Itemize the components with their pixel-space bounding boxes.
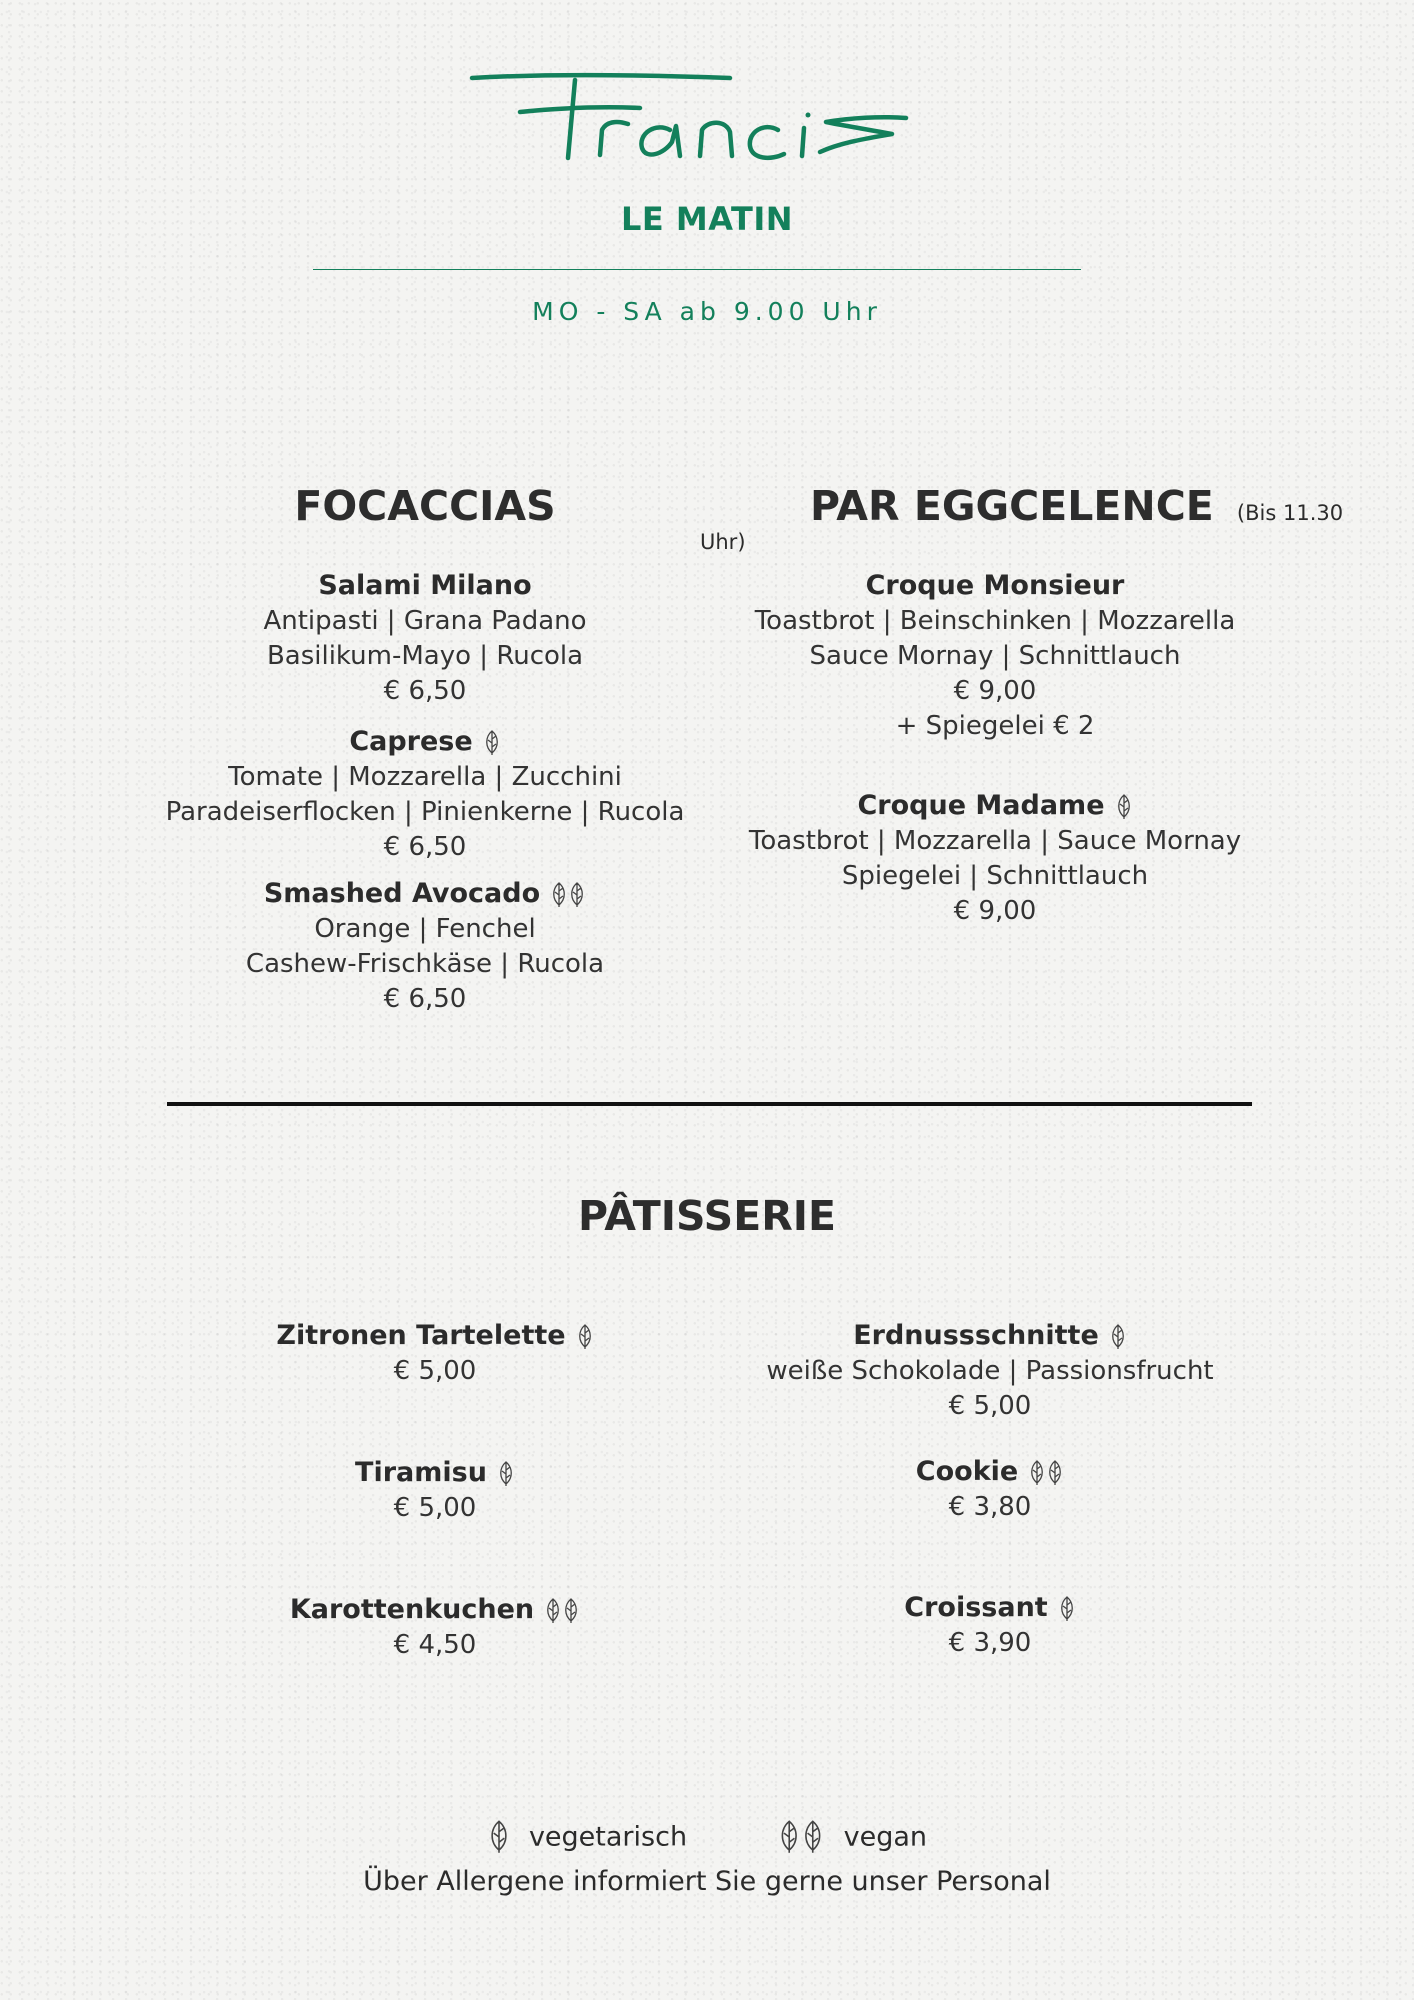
item-price: € 6,50	[383, 984, 467, 1014]
section-title-eggcelence: PAR EGGCELENCE	[810, 482, 1214, 530]
item-description: Tomate | Mozzarella | Zucchini	[228, 762, 622, 792]
menu-item-croque-madame	[720, 788, 1270, 929]
item-description: Orange | Fenchel	[314, 914, 536, 944]
item-name: Smashed Avocado	[263, 878, 541, 909]
menu-item-zitronen-tartelette	[200, 1318, 670, 1389]
allergen-note: Über Allergene informiert Sie gerne unser Personal	[363, 1866, 1051, 1897]
menu-item-caprese	[150, 724, 700, 865]
menu-item-salami-milano	[150, 568, 700, 709]
logo-dot	[806, 113, 811, 118]
item-price: € 5,00	[393, 1356, 477, 1386]
item-price: € 3,90	[948, 1628, 1032, 1658]
vegan-leaf-icon	[544, 1598, 580, 1624]
section-title-patisserie: PÂTISSERIE	[577, 1192, 837, 1240]
item-name: Erdnussschnitte	[853, 1320, 1099, 1351]
francis-logo	[450, 60, 950, 180]
menu-item-cookie	[740, 1454, 1240, 1525]
legend-vegetarian	[487, 1820, 687, 1854]
opening-hours: MO - SA ab 9.00 Uhr	[532, 297, 882, 326]
item-description: Antipasti | Grana Padano	[263, 606, 587, 636]
menu-item-karottenkuchen	[200, 1592, 670, 1663]
item-name: Croissant	[904, 1592, 1048, 1623]
menu-item-croissant	[740, 1590, 1240, 1661]
menu-item-erdnussschnitte	[740, 1318, 1240, 1424]
item-description: Sauce Mornay | Schnittlauch	[809, 641, 1181, 671]
menu-item-croque-monsieur	[720, 568, 1270, 744]
vegetarian-leaf-icon	[1058, 1596, 1076, 1622]
item-name: Karottenkuchen	[289, 1594, 535, 1625]
vegan-leaf-icon	[550, 882, 586, 908]
item-name: Croque Madame	[857, 790, 1105, 821]
item-price: € 9,00	[953, 676, 1037, 706]
vegetarian-leaf-icon	[1115, 794, 1133, 820]
vegetarian-leaf-icon	[487, 1820, 511, 1854]
legend-vegetarian-label: vegetarisch	[528, 1821, 688, 1853]
item-price: € 3,80	[948, 1492, 1032, 1522]
item-price: € 6,50	[383, 832, 467, 862]
item-price: € 5,00	[948, 1391, 1032, 1421]
vegan-leaf-icon	[776, 1820, 826, 1854]
item-description: weiße Schokolade | Passionsfrucht	[766, 1356, 1214, 1386]
vegetarian-leaf-icon	[497, 1461, 515, 1487]
section-note-eggcelence: (Bis 11.30 Uhr)	[700, 501, 1344, 554]
item-name: Cookie	[915, 1456, 1019, 1487]
item-description: Toastbrot | Beinschinken | Mozzarella	[754, 606, 1236, 636]
item-description: Toastbrot | Mozzarella | Sauce Mornay	[748, 826, 1242, 856]
section-divider	[167, 1102, 1252, 1106]
vegetarian-leaf-icon	[483, 730, 501, 756]
menu-subtitle: LE MATIN	[620, 200, 794, 238]
legend-vegan	[776, 1820, 927, 1854]
item-name: Tiramisu	[355, 1457, 487, 1488]
legend-vegan-label: vegan	[843, 1821, 928, 1853]
item-name: Caprese	[349, 726, 473, 757]
item-extra: + Spiegelei € 2	[895, 711, 1095, 741]
item-name: Salami Milano	[318, 570, 532, 601]
item-description: Cashew-Frischkäse | Rucola	[245, 949, 605, 979]
item-price: € 6,50	[383, 676, 467, 706]
item-price: € 9,00	[953, 896, 1037, 926]
item-description: Basilikum-Mayo | Rucola	[266, 641, 584, 671]
vegetarian-leaf-icon	[1109, 1324, 1127, 1350]
header-rule	[313, 269, 1081, 270]
item-price: € 5,00	[393, 1493, 477, 1523]
section-title-focaccias: FOCACCIAS	[294, 482, 556, 530]
item-description: Paradeiserflocken | Pinienkerne | Rucola	[165, 797, 685, 827]
vegan-leaf-icon	[1028, 1460, 1064, 1486]
menu-item-tiramisu	[200, 1455, 670, 1526]
vegetarian-leaf-icon	[576, 1324, 594, 1350]
item-description: Spiegelei | Schnittlauch	[841, 861, 1149, 891]
diet-legend	[0, 1820, 1414, 1854]
section-header-eggcelence	[700, 482, 1380, 554]
item-price: € 4,50	[393, 1630, 477, 1660]
item-name: Zitronen Tartelette	[276, 1320, 566, 1351]
menu-item-smashed-avocado	[150, 876, 700, 1017]
item-name: Croque Monsieur	[865, 570, 1125, 601]
